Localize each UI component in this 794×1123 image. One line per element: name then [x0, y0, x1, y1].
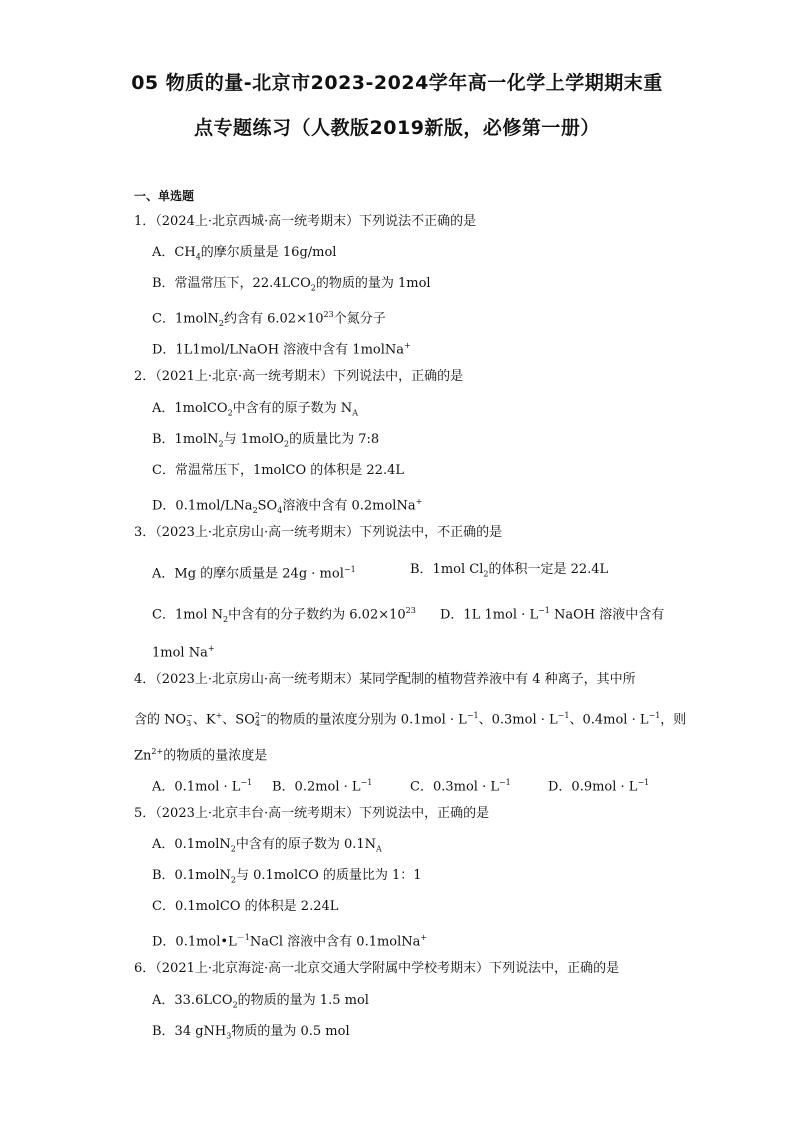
question-4-option-b: B．$0.2mol \cdot L^{-1}$	[272, 778, 373, 795]
question-2-option-b: B．1molN$_2$与 1molO$_2$的质量比为 7:8	[152, 432, 380, 449]
question-1-option-c: C．1molN$_2$约含有 $6.02\times 10^{23}$个氮分子	[152, 310, 386, 328]
question-4-option-a: A．$0.1mol \cdot L^{-1}$	[152, 778, 253, 795]
question-5-option-c: C．0.1molCO 的体积是 2.24L	[152, 899, 339, 914]
question-4-option-c: C．$0.3mol \cdot L^{-1}$	[410, 778, 511, 795]
question-3-option-d-cont: 1mol Na+	[152, 644, 215, 661]
question-5-stem: 5．（2023上·北京丰台·高一统考期末）下列说法中，正确的是	[134, 806, 490, 821]
question-1-stem: 1．（2024上·北京西城·高一统考期末）下列说法不正确的是	[134, 214, 477, 229]
question-2-stem: 2．（2021上·北京·高一统考期末）下列说法中，正确的是	[134, 369, 464, 384]
question-6-stem: 6．（2021上·北京海淀·高一北京交通大学附属中学校考期末）下列说法中，正确的是	[134, 961, 620, 976]
question-4-stem-line3: $Zn^{2+}$的物质的量浓度是	[134, 747, 268, 764]
question-1-option-d: D．1L1mol/LNaOH 溶液中含有 1molNa+	[152, 341, 411, 358]
question-4-stem-line2: 含的 NO− 3 、K+、SO2− 4 的物质的量浓度分别为 $0.1mol \cdot L^{-1}$、$0.3mol \cdot L^{-1}$、$0.4mol \cdot L^{-1}$，则	[134, 710, 687, 728]
question-3-stem: 3．（2023上·北京房山·高一统考期末）下列说法中，不正确的是	[134, 525, 503, 540]
section-heading: 一、单选题	[134, 189, 195, 203]
question-2-option-c: C．常温常压下，1molCO 的体积是 22.4L	[152, 463, 404, 478]
document-title-line1: 05 物质的量-北京市2023-2024学年高一化学上学期期末重	[131, 72, 663, 94]
question-5-option-d: D．$0.1mol•L^{-1}NaCl$ 溶液中含有 0.1molNa+	[152, 933, 428, 950]
question-4-stem: 4．（2023上·北京房山·高一统考期末）某同学配制的植物营养液中有 4 种离子，其中所	[134, 672, 636, 687]
question-6-option-a: A．$33.6LCO_2$的物质的量为 1.5 mol	[152, 993, 369, 1010]
question-3-option-d: D．1L $1mol \cdot L^{-1}$ NaOH 溶液中含有	[440, 606, 665, 623]
question-3-option-b: B．1mol $Cl_2$的体积一定是 22.4L	[410, 562, 609, 579]
question-5-option-b: B．0.1molN$_2$与 0.1molCO 的质量比为 1：1	[152, 868, 422, 885]
question-1-option-b: B．常温常压下，$22.4LCO_2$的物质的量为 1mol	[152, 276, 431, 293]
question-1-option-a: A．$CH_4$的摩尔质量是 16g/mol	[152, 245, 337, 262]
document-title-line2: 点专题练习（人教版2019新版，必修第一册）	[194, 117, 600, 139]
question-4-option-d: D．$0.9mol \cdot L^{-1}$	[548, 778, 650, 795]
question-3-option-a: A．Mg 的摩尔质量是 24g · mol$^{-1}$	[152, 565, 356, 582]
question-3-option-c: C．1mol $N_2$中含有的分子数约为 $6.02\times 10^{23}$	[152, 606, 416, 624]
question-2-option-a: A．1molCO$_2$中含有的原子数为 $N_A$	[152, 401, 358, 418]
question-5-option-a: A．0.1molN$_2$中含有的原子数为 $0.1N_A$	[152, 837, 382, 854]
question-2-option-d: D．$0.1mol/LNa_2SO_4$溶液中含有 0.2molNa+	[152, 497, 423, 515]
question-6-option-b: B．34 gNH$_3$物质的量为 0.5 mol	[152, 1024, 350, 1041]
